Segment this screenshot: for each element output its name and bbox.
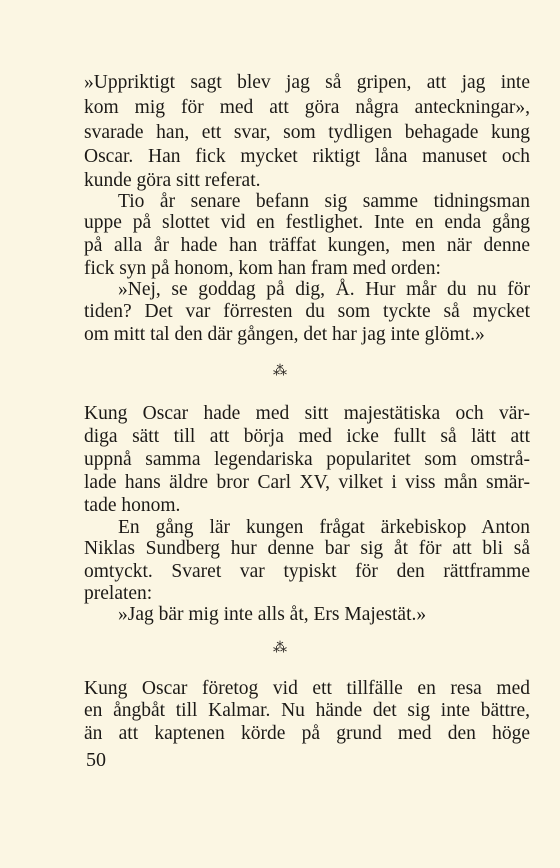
text-line: Niklas Sundberg hur denne bar sig åt för att bli så xyxy=(84,538,530,559)
text-line: Oscar. Han fick mycket riktigt låna manuset och xyxy=(84,146,530,167)
text-line: Kung Oscar hade med sitt majestätiska och vär- xyxy=(84,403,530,424)
text-line: Kung Oscar företog vid ett tillfälle en resa med xyxy=(84,678,530,699)
text-line: kom mig för med att göra några anteckningar», xyxy=(84,97,530,118)
text-line: svarade han, ett svar, som tydligen behagade kung xyxy=(84,122,530,143)
text-line: kunde göra sitt referat. xyxy=(84,170,261,191)
text-line: tiden? Det var förresten du som tyckte så mycket xyxy=(84,301,530,322)
text-line: uppe på slottet vid en festlighet. Inte en enda gång xyxy=(84,212,530,233)
text-line: diga sätt till att börja med icke fullt så lätt att xyxy=(84,426,530,447)
text-line: lade hans äldre bror Carl XV, vilket i viss mån smär- xyxy=(84,472,530,493)
text-line: En gång lär kungen frågat ärkebiskop Anton xyxy=(118,517,530,538)
text-line: »Jag bär mig inte alls åt, Ers Majestät.» xyxy=(118,604,427,625)
text-line: »Uppriktigt sagt blev jag så gripen, att jag inte xyxy=(84,72,530,93)
text-line: en ångbåt till Kalmar. Nu hände det sig inte bättre, xyxy=(84,700,530,721)
text-line: fick syn på honom, kom han fram med orden: xyxy=(84,258,441,279)
page-number: 50 xyxy=(86,749,106,771)
section-separator: ⁂ xyxy=(273,364,287,379)
text-line: uppnå samma legendariska popularitet som omstrå- xyxy=(84,449,530,470)
text-line: tade honom. xyxy=(84,495,181,516)
text-line: Tio år senare befann sig samme tidningsman xyxy=(118,191,530,212)
text-line: än att kaptenen körde på grund med den höge xyxy=(84,723,530,744)
text-line: »Nej, se goddag på dig, Å. Hur mår du nu för xyxy=(118,279,530,300)
text-line: på alla år hade han träffat kungen, men när denne xyxy=(84,235,530,256)
text-line: omtyckt. Svaret var typiskt för den rättframme xyxy=(84,561,530,582)
section-separator: ⁂ xyxy=(273,641,287,656)
text-line: om mitt tal den där gången, det har jag inte glömt.» xyxy=(84,324,485,345)
text-line: prelaten: xyxy=(84,583,153,604)
